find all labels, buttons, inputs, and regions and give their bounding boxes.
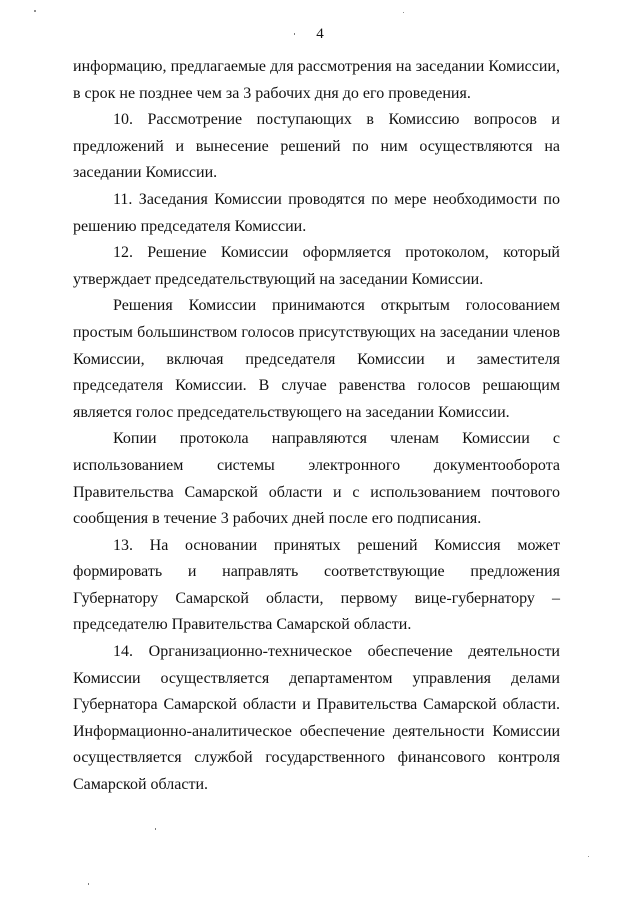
- page-number: 4: [316, 26, 324, 42]
- scan-speck: [403, 12, 404, 13]
- paragraph-10: 10. Рассмотрение поступающих в Комиссию вопросов и предложений и вынесение решений по ним осуществляются на заседании Комиссии.: [73, 111, 560, 182]
- scan-speck: [88, 883, 89, 885]
- scan-speck: [34, 10, 36, 12]
- paragraph-continuation: информацию, предлагаемые для рассмотрения на заседании Комиссии, в срок не позднее чем за 3 рабочих дня до его проведения.: [73, 58, 560, 102]
- paragraph-12: 12. Решение Комиссии оформляется протоколом, который утверждает председательствующий на заседании Комиссии.: [73, 244, 560, 288]
- scan-speck: [294, 33, 295, 35]
- paragraph-11: 11. Заседания Комиссии проводятся по мере необходимости по решению председателя Комиссии.: [73, 190, 560, 235]
- paragraph-13: 13. На основании принятых решений Комиссия может формировать и направлять соответствующие предложения Губернатору Самарской области, первому вице-губернатору – председателю Правительства Самарской области.: [73, 536, 560, 634]
- scan-speck: [588, 856, 589, 857]
- paragraph-12-decisions: Решения Комиссии принимаются открытым голосованием простым большинством голосов присутствующих на заседании членов Комиссии, включая председателя Комиссии и заместителя председателя Комиссии. В случае равенства голосов решающим является голос председательствующего на заседании Комиссии.: [73, 297, 560, 421]
- paragraph-14: 14. Организационно-техническое обеспечение деятельности Комиссии осуществляется департаментом управления делами Губернатора Самарской области и Правительства Самарской области. Информационно-аналитическое обеспечение деятельности Комиссии осуществляется службой государственного финансового контроля Самарской области.: [73, 643, 560, 794]
- document-body: [73, 54, 560, 799]
- scan-speck: [155, 828, 156, 830]
- paragraph-12-copies: Копии протокола направляются членам Комиссии с использованием системы электронного документооборота Правительства Самарской области и с использованием почтового сообщения в течение 3 рабочих дней после его подписания.: [73, 430, 560, 528]
